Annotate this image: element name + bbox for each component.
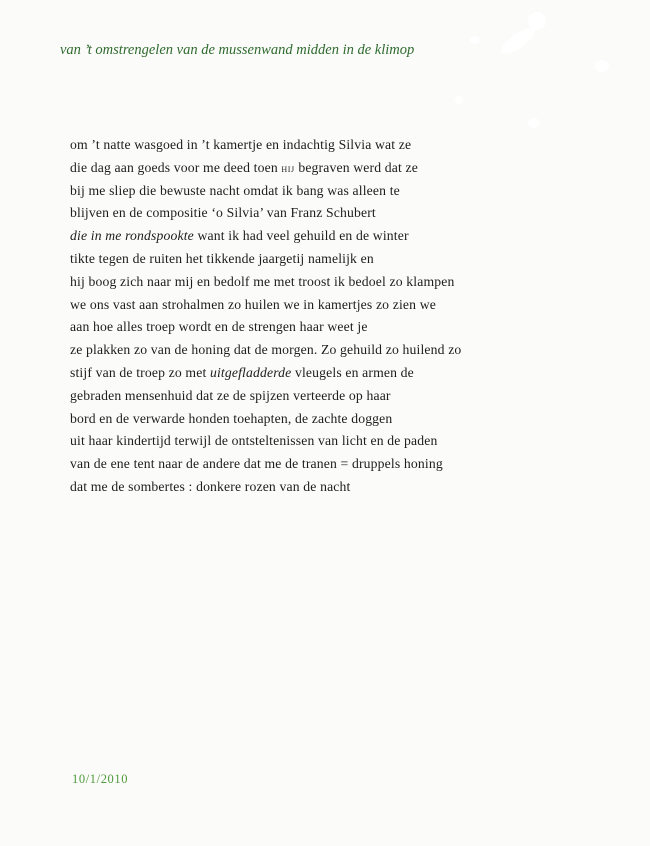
poem-line: hij boog zich naar mij en bedolf me met troost ik bedoel zo klampen	[70, 273, 455, 289]
poem-text: vleugels en armen de	[291, 364, 414, 380]
italic-word: uitgefladderde	[209, 364, 292, 380]
small-caps-word: hij	[281, 160, 295, 175]
scan-speck	[470, 36, 480, 44]
poem-line: dat me de sombertes : donkere rozen van de nacht	[70, 478, 351, 494]
poem-line: om ’t natte wasgoed in ’t kamertje en indachtig Silvia wat ze	[70, 137, 412, 152]
poem-text: want ik had veel gehuild en de winter	[193, 228, 409, 244]
poem-date: 10/1/2010	[72, 772, 129, 786]
poem-line: tikte tegen de ruiten het tikkende jaargetij namelijk en	[70, 250, 374, 266]
poem-line: bij me sliep die bewuste nacht omdat ik bang was alleen te	[70, 182, 400, 198]
poem-line: van de ene tent naar de andere dat me de tranen = druppels honing	[70, 456, 443, 472]
scan-speck	[455, 96, 463, 104]
scan-speck	[595, 60, 609, 72]
poem-line: ze plakken zo van de honing dat de morgen. Zo gehuild zo huilend zo	[70, 342, 462, 358]
poem-line: bord en de verwarde honden toehapten, de zachte doggen	[70, 410, 393, 426]
italic-phrase: die in me rondspookte	[70, 228, 194, 244]
poem-line: blijven en de compositie ‘o Silvia’ van Franz Schubert	[70, 205, 376, 221]
poem-line: aan hoe alles troep wordt en de strengen haar weet je	[70, 319, 368, 335]
poem-text: begraven werd dat ze	[294, 159, 418, 175]
poem-line: uit haar kindertijd terwijl de ontsteltenissen van licht en de paden	[70, 433, 438, 449]
poem-line	[70, 157, 510, 180]
poem-body	[70, 134, 510, 499]
poem-line: we ons vast aan strohalmen zo huilen we in kamertjes zo zien we	[70, 296, 436, 312]
poem-text: stijf van de troep zo met	[70, 364, 210, 380]
poem-line	[70, 225, 510, 248]
poem-line: gebraden mensenhuid dat ze de spijzen verteerde op haar	[70, 387, 391, 403]
poem-title: van ’t omstrengelen van de mussenwand midden in de klimop	[60, 42, 415, 58]
poem-text: die dag aan goeds voor me deed toen	[70, 159, 282, 175]
poem-line	[70, 362, 510, 385]
scan-speck	[498, 24, 539, 58]
scan-speck	[528, 118, 540, 128]
